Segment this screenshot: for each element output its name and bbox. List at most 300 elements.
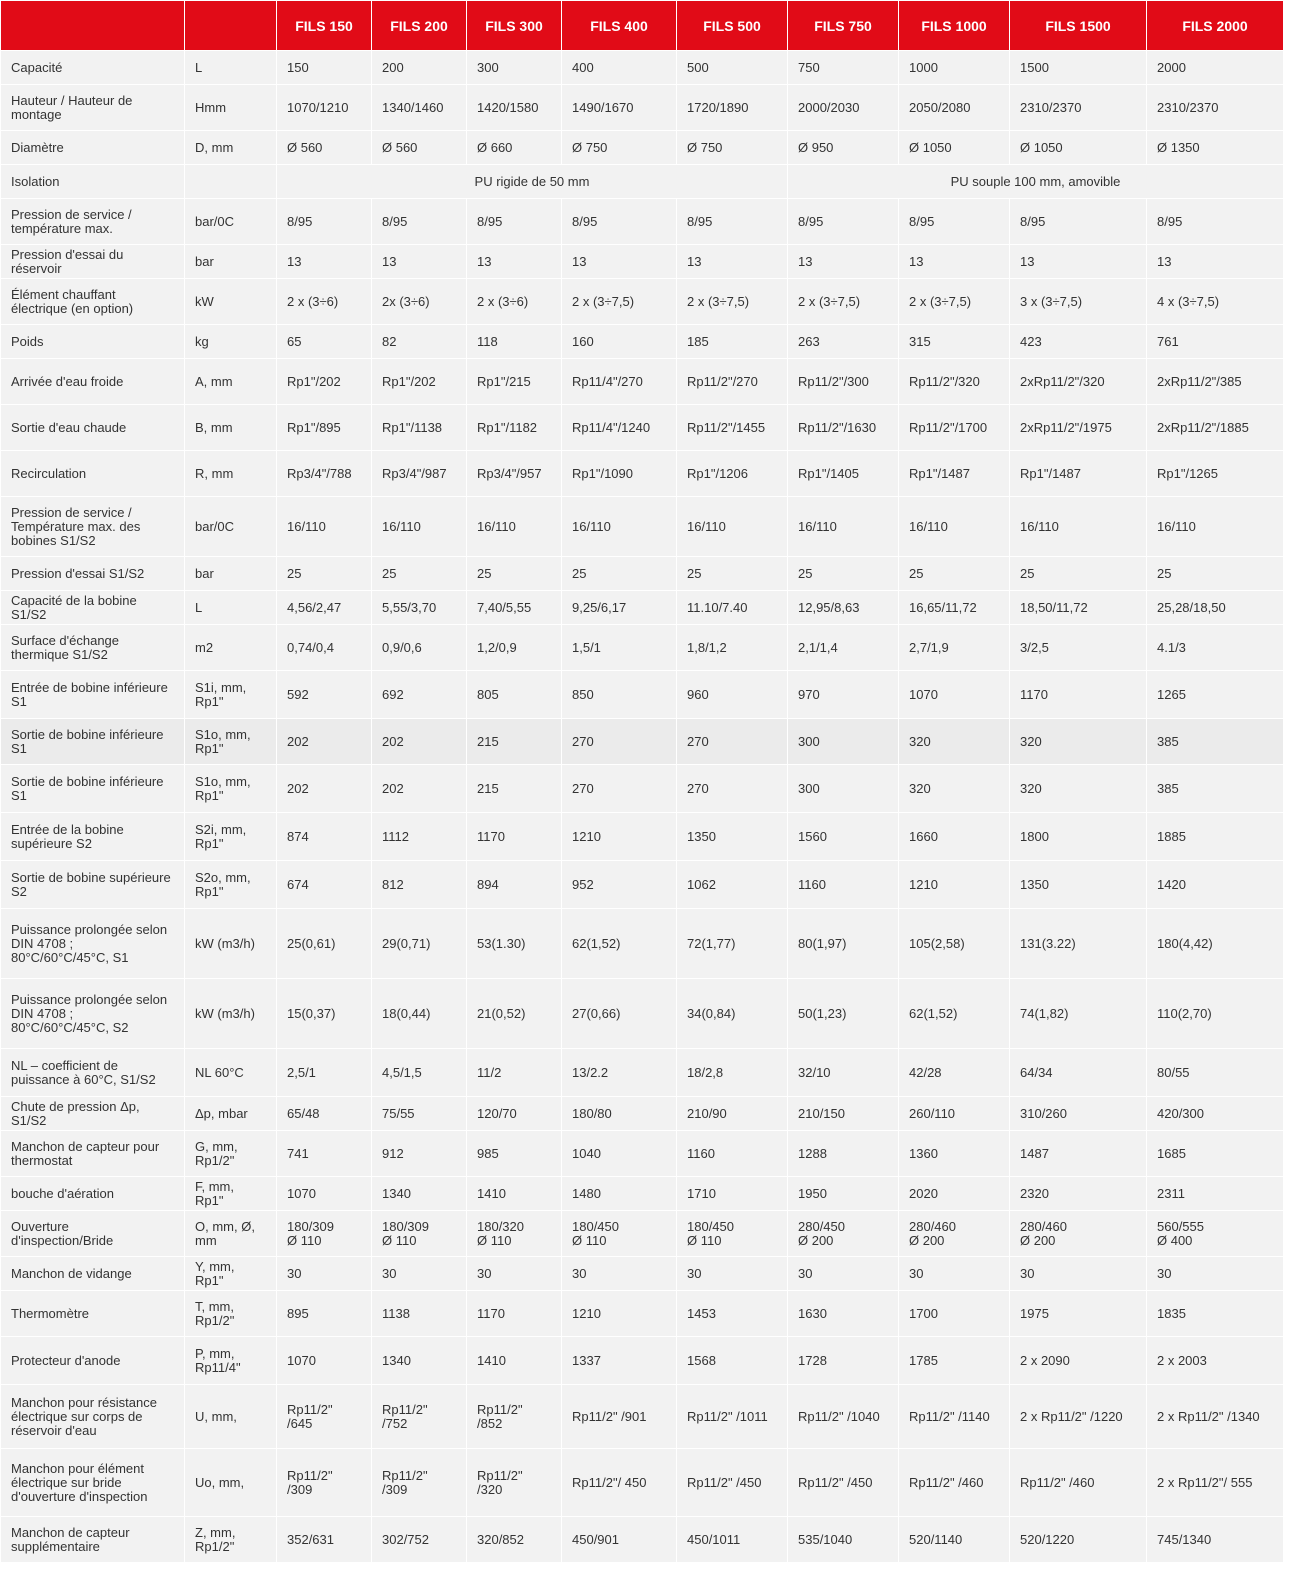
table-row <box>1 51 1284 85</box>
value-cell: 2xRp11/2"/1885 <box>1147 405 1284 451</box>
column-header <box>1 1 185 51</box>
value-cell: 18/2,8 <box>677 1049 788 1097</box>
value-cell: 874 <box>277 813 372 861</box>
row-label: Entrée de la bobine supérieure S2 <box>1 813 185 861</box>
table-row <box>1 1131 1284 1177</box>
table-row <box>1 279 1284 325</box>
row-label: Manchon de vidange <box>1 1257 185 1291</box>
row-label: Capacité <box>1 51 185 85</box>
value-cell: 75/55 <box>372 1097 467 1131</box>
value-cell: 1070/1210 <box>277 85 372 131</box>
value-cell: 1630 <box>788 1291 899 1337</box>
value-cell: Rp11/2"/1700 <box>899 405 1010 451</box>
table-row <box>1 1177 1284 1211</box>
value-cell: 180/80 <box>562 1097 677 1131</box>
value-cell: 32/10 <box>788 1049 899 1097</box>
value-cell: 805 <box>467 671 562 719</box>
value-cell: 34(0,84) <box>677 979 788 1049</box>
value-cell: Rp11/2" /460 <box>899 1449 1010 1517</box>
value-cell: 270 <box>562 765 677 813</box>
table-row <box>1 1385 1284 1449</box>
value-cell: Rp1"/1265 <box>1147 451 1284 497</box>
row-unit: Z, mm, Rp1/2" <box>185 1517 277 1563</box>
value-cell: 8/95 <box>562 199 677 245</box>
value-cell: 280/460 Ø 200 <box>899 1211 1010 1257</box>
column-header: FILS 500 <box>677 1 788 51</box>
value-cell: 2020 <box>899 1177 1010 1211</box>
value-cell: 65/48 <box>277 1097 372 1131</box>
value-cell: 270 <box>677 719 788 765</box>
value-cell: 210/150 <box>788 1097 899 1131</box>
value-cell: 535/1040 <box>788 1517 899 1563</box>
value-cell: 15(0,37) <box>277 979 372 1049</box>
value-cell: Rp11/2" /901 <box>562 1385 677 1449</box>
value-cell: Rp11/2"/1630 <box>788 405 899 451</box>
column-header: FILS 2000 <box>1147 1 1284 51</box>
value-cell: 4 x (3÷7,5) <box>1147 279 1284 325</box>
value-cell: Rp11/4"/270 <box>562 359 677 405</box>
value-cell: 21(0,52) <box>467 979 562 1049</box>
value-cell: 302/752 <box>372 1517 467 1563</box>
table-row <box>1 1257 1284 1291</box>
value-cell: Rp11/2"/270 <box>677 359 788 405</box>
value-cell: Rp1"/1182 <box>467 405 562 451</box>
value-cell: 13 <box>1010 245 1147 279</box>
value-cell: 16/110 <box>562 497 677 557</box>
value-cell: 1487 <box>1010 1131 1147 1177</box>
value-cell: Ø 1350 <box>1147 131 1284 165</box>
value-cell: Rp1"/1090 <box>562 451 677 497</box>
value-cell: 2 x (3÷7,5) <box>899 279 1010 325</box>
value-cell: 180/450 Ø 110 <box>562 1211 677 1257</box>
value-cell: 13 <box>467 245 562 279</box>
row-unit: bar/0C <box>185 497 277 557</box>
value-cell: 592 <box>277 671 372 719</box>
value-cell: 1062 <box>677 861 788 909</box>
row-label: Capacité de la bobine S1/S2 <box>1 591 185 625</box>
value-cell: 1785 <box>899 1337 1010 1385</box>
row-label: Thermomètre <box>1 1291 185 1337</box>
row-unit <box>185 165 277 199</box>
value-cell: 3 x (3÷7,5) <box>1010 279 1147 325</box>
value-cell: Rp3/4"/987 <box>372 451 467 497</box>
value-cell: 450/901 <box>562 1517 677 1563</box>
value-cell: Rp1"/895 <box>277 405 372 451</box>
value-cell: 180/320 Ø 110 <box>467 1211 562 1257</box>
row-unit: T, mm, Rp1/2" <box>185 1291 277 1337</box>
header-row <box>1 1 1284 51</box>
row-label: Pression d'essai du réservoir <box>1 245 185 279</box>
value-cell: 1265 <box>1147 671 1284 719</box>
value-cell: 8/95 <box>1147 199 1284 245</box>
value-cell: 25 <box>1147 557 1284 591</box>
value-cell: Rp11/2"/320 <box>899 359 1010 405</box>
value-cell: 320 <box>899 719 1010 765</box>
value-cell: 4,56/2,47 <box>277 591 372 625</box>
value-cell: 895 <box>277 1291 372 1337</box>
value-cell: 2320 <box>1010 1177 1147 1211</box>
value-cell: 2 x 2003 <box>1147 1337 1284 1385</box>
column-header: FILS 150 <box>277 1 372 51</box>
value-cell: 118 <box>467 325 562 359</box>
value-cell: 1160 <box>677 1131 788 1177</box>
value-cell: 300 <box>788 719 899 765</box>
value-cell: 1500 <box>1010 51 1147 85</box>
value-cell: Rp11/4"/1240 <box>562 405 677 451</box>
row-label: Diamètre <box>1 131 185 165</box>
value-cell: 2 x 2090 <box>1010 1337 1147 1385</box>
value-cell: 520/1220 <box>1010 1517 1147 1563</box>
value-cell: 8/95 <box>1010 199 1147 245</box>
table-row <box>1 1517 1284 1563</box>
value-cell: 2 x (3÷7,5) <box>788 279 899 325</box>
value-cell: 960 <box>677 671 788 719</box>
value-cell: 1170 <box>1010 671 1147 719</box>
value-cell: 1685 <box>1147 1131 1284 1177</box>
value-cell: 4,5/1,5 <box>372 1049 467 1097</box>
value-cell: 1340 <box>372 1177 467 1211</box>
value-cell: 13 <box>562 245 677 279</box>
value-cell: 8/95 <box>677 199 788 245</box>
row-unit: m2 <box>185 625 277 671</box>
value-cell: 320 <box>1010 765 1147 813</box>
row-label: Protecteur d'anode <box>1 1337 185 1385</box>
value-cell: 2 x (3÷7,5) <box>562 279 677 325</box>
value-cell: 1360 <box>899 1131 1010 1177</box>
row-label: Sortie de bobine inférieure S1 <box>1 719 185 765</box>
value-cell: 2 x (3÷7,5) <box>677 279 788 325</box>
value-cell: 1800 <box>1010 813 1147 861</box>
row-unit: bar <box>185 245 277 279</box>
value-cell: 82 <box>372 325 467 359</box>
value-cell: 11.10/7.40 <box>677 591 788 625</box>
value-cell: 2 x (3÷6) <box>467 279 562 325</box>
value-cell: 2,7/1,9 <box>899 625 1010 671</box>
value-cell: 2xRp11/2"/385 <box>1147 359 1284 405</box>
value-cell: 270 <box>562 719 677 765</box>
table-row <box>1 199 1284 245</box>
row-unit: bar/0C <box>185 199 277 245</box>
table-row <box>1 625 1284 671</box>
value-cell: Rp11/2" /460 <box>1010 1449 1147 1517</box>
row-unit: kW <box>185 279 277 325</box>
table-row <box>1 979 1284 1049</box>
value-cell: Rp11/2" /450 <box>788 1449 899 1517</box>
value-cell: 560/555 Ø 400 <box>1147 1211 1284 1257</box>
value-cell: 200 <box>372 51 467 85</box>
value-cell: 1,2/0,9 <box>467 625 562 671</box>
value-cell: Rp11/2"/1455 <box>677 405 788 451</box>
row-unit: Uo, mm, <box>185 1449 277 1517</box>
row-label: Manchon pour résistance électrique sur corps de réservoir d'eau <box>1 1385 185 1449</box>
row-unit: A, mm <box>185 359 277 405</box>
table-row <box>1 671 1284 719</box>
table-row <box>1 719 1284 765</box>
value-cell: 1710 <box>677 1177 788 1211</box>
value-cell: 16/110 <box>677 497 788 557</box>
value-cell: 352/631 <box>277 1517 372 1563</box>
value-cell: 1210 <box>899 861 1010 909</box>
value-cell: 970 <box>788 671 899 719</box>
row-label: Manchon pour élément électrique sur bride d'ouverture d'inspection <box>1 1449 185 1517</box>
row-unit: kW (m3/h) <box>185 909 277 979</box>
row-label: Recirculation <box>1 451 185 497</box>
value-cell: 150 <box>277 51 372 85</box>
row-unit: kg <box>185 325 277 359</box>
value-cell: 985 <box>467 1131 562 1177</box>
value-cell: Rp11/2" /1040 <box>788 1385 899 1449</box>
value-cell: 1410 <box>467 1337 562 1385</box>
column-header: FILS 300 <box>467 1 562 51</box>
value-cell: 1720/1890 <box>677 85 788 131</box>
table-row <box>1 1449 1284 1517</box>
value-cell: 25 <box>1010 557 1147 591</box>
value-cell: 25 <box>899 557 1010 591</box>
value-cell: 13 <box>277 245 372 279</box>
value-cell: 25 <box>677 557 788 591</box>
value-cell: 4.1/3 <box>1147 625 1284 671</box>
value-cell: 2x (3÷6) <box>372 279 467 325</box>
value-cell: 280/460 Ø 200 <box>1010 1211 1147 1257</box>
value-cell: 1070 <box>277 1177 372 1211</box>
value-cell: 1288 <box>788 1131 899 1177</box>
value-cell: Rp11/2" /1011 <box>677 1385 788 1449</box>
value-cell: 1420 <box>1147 861 1284 909</box>
value-cell: Rp11/2" /309 <box>277 1449 372 1517</box>
value-cell: 1350 <box>1010 861 1147 909</box>
value-cell: 263 <box>788 325 899 359</box>
row-label: Pression de service / température max. <box>1 199 185 245</box>
value-cell: Ø 950 <box>788 131 899 165</box>
row-label: Isolation <box>1 165 185 199</box>
table-row <box>1 165 1284 199</box>
value-cell: 894 <box>467 861 562 909</box>
table-row <box>1 1211 1284 1257</box>
row-label: NL – coefficient de puissance à 60°C, S1/S2 <box>1 1049 185 1097</box>
value-cell: 1660 <box>899 813 1010 861</box>
row-label: Ouverture d'inspection/Bride <box>1 1211 185 1257</box>
row-label: bouche d'aération <box>1 1177 185 1211</box>
value-cell: Rp11/2" /752 <box>372 1385 467 1449</box>
value-cell: Rp11/2" /320 <box>467 1449 562 1517</box>
value-cell: 16/110 <box>467 497 562 557</box>
value-cell: 180(4,42) <box>1147 909 1284 979</box>
table-row <box>1 405 1284 451</box>
value-cell: Rp11/2"/300 <box>788 359 899 405</box>
value-cell: 385 <box>1147 765 1284 813</box>
value-cell: 16/110 <box>277 497 372 557</box>
value-cell: Rp1"/1487 <box>899 451 1010 497</box>
value-cell: Rp1"/1206 <box>677 451 788 497</box>
value-cell: Ø 660 <box>467 131 562 165</box>
value-cell: 8/95 <box>372 199 467 245</box>
value-cell: 850 <box>562 671 677 719</box>
value-cell: 25 <box>788 557 899 591</box>
value-cell: 1,8/1,2 <box>677 625 788 671</box>
row-unit: P, mm, Rp11/4" <box>185 1337 277 1385</box>
value-cell: 202 <box>277 765 372 813</box>
value-cell: 30 <box>677 1257 788 1291</box>
value-cell: 11/2 <box>467 1049 562 1097</box>
table-row <box>1 1097 1284 1131</box>
table-row <box>1 85 1284 131</box>
value-cell: 25 <box>277 557 372 591</box>
value-cell: 1070 <box>899 671 1010 719</box>
value-cell: 74(1,82) <box>1010 979 1147 1049</box>
row-label: Sortie de bobine inférieure S1 <box>1 765 185 813</box>
value-cell: Ø 560 <box>277 131 372 165</box>
value-cell: 0,9/0,6 <box>372 625 467 671</box>
value-cell: 500 <box>677 51 788 85</box>
value-cell: 160 <box>562 325 677 359</box>
value-cell: 450/1011 <box>677 1517 788 1563</box>
value-cell: 320 <box>1010 719 1147 765</box>
value-cell: Ø 560 <box>372 131 467 165</box>
value-cell: 2xRp11/2"/1975 <box>1010 405 1147 451</box>
value-cell: 2,1/1,4 <box>788 625 899 671</box>
row-label: Arrivée d'eau froide <box>1 359 185 405</box>
span-cell: PU souple 100 mm, amovible <box>788 165 1284 199</box>
value-cell: 310/260 <box>1010 1097 1147 1131</box>
value-cell: 16/110 <box>1147 497 1284 557</box>
value-cell: 65 <box>277 325 372 359</box>
row-unit: L <box>185 591 277 625</box>
value-cell: 18,50/11,72 <box>1010 591 1147 625</box>
value-cell: 80(1,97) <box>788 909 899 979</box>
value-cell: 320/852 <box>467 1517 562 1563</box>
column-header: FILS 750 <box>788 1 899 51</box>
value-cell: 2 x Rp11/2" /1340 <box>1147 1385 1284 1449</box>
row-unit: R, mm <box>185 451 277 497</box>
row-unit: Y, mm, Rp1" <box>185 1257 277 1291</box>
value-cell: Ø 750 <box>562 131 677 165</box>
value-cell: 16/110 <box>899 497 1010 557</box>
value-cell: 2 x (3÷6) <box>277 279 372 325</box>
value-cell: 1490/1670 <box>562 85 677 131</box>
value-cell: 50(1,23) <box>788 979 899 1049</box>
value-cell: 1885 <box>1147 813 1284 861</box>
value-cell: 30 <box>372 1257 467 1291</box>
value-cell: 2 x Rp11/2"/ 555 <box>1147 1449 1284 1517</box>
value-cell: 16/110 <box>788 497 899 557</box>
value-cell: 1000 <box>899 51 1010 85</box>
value-cell: 53(1.30) <box>467 909 562 979</box>
value-cell: 2310/2370 <box>1147 85 1284 131</box>
value-cell: 72(1,77) <box>677 909 788 979</box>
value-cell: 2xRp11/2"/320 <box>1010 359 1147 405</box>
table-row <box>1 1291 1284 1337</box>
value-cell: 1040 <box>562 1131 677 1177</box>
table-row <box>1 1337 1284 1385</box>
table-row <box>1 813 1284 861</box>
column-header: FILS 400 <box>562 1 677 51</box>
value-cell: 1950 <box>788 1177 899 1211</box>
value-cell: 745/1340 <box>1147 1517 1284 1563</box>
value-cell: 13 <box>899 245 1010 279</box>
column-header: FILS 200 <box>372 1 467 51</box>
value-cell: Rp1"/1405 <box>788 451 899 497</box>
value-cell: 280/450 Ø 200 <box>788 1211 899 1257</box>
value-cell: 423 <box>1010 325 1147 359</box>
value-cell: 29(0,71) <box>372 909 467 979</box>
value-cell: Rp11/2" /1140 <box>899 1385 1010 1449</box>
value-cell: 1170 <box>467 1291 562 1337</box>
value-cell: 674 <box>277 861 372 909</box>
value-cell: 13/2.2 <box>562 1049 677 1097</box>
value-cell: 180/309 Ø 110 <box>277 1211 372 1257</box>
value-cell: Rp1"/202 <box>372 359 467 405</box>
row-unit: F, mm, Rp1" <box>185 1177 277 1211</box>
table-row <box>1 359 1284 405</box>
row-label: Entrée de bobine inférieure S1 <box>1 671 185 719</box>
value-cell: 25 <box>467 557 562 591</box>
row-unit: D, mm <box>185 131 277 165</box>
value-cell: 1210 <box>562 1291 677 1337</box>
row-unit: L <box>185 51 277 85</box>
value-cell: 180/309 Ø 110 <box>372 1211 467 1257</box>
table-row <box>1 451 1284 497</box>
value-cell: 750 <box>788 51 899 85</box>
table-row <box>1 1049 1284 1097</box>
value-cell: Rp11/2" /450 <box>677 1449 788 1517</box>
value-cell: 1350 <box>677 813 788 861</box>
row-label: Manchon de capteur supplémentaire <box>1 1517 185 1563</box>
value-cell: Rp1"/202 <box>277 359 372 405</box>
value-cell: 300 <box>788 765 899 813</box>
value-cell: 16/110 <box>372 497 467 557</box>
value-cell: 16/110 <box>1010 497 1147 557</box>
row-unit: NL 60°C <box>185 1049 277 1097</box>
value-cell: 315 <box>899 325 1010 359</box>
value-cell: 13 <box>1147 245 1284 279</box>
value-cell: 1210 <box>562 813 677 861</box>
value-cell: Rp3/4"/788 <box>277 451 372 497</box>
value-cell: 13 <box>677 245 788 279</box>
value-cell: 1453 <box>677 1291 788 1337</box>
table-row <box>1 245 1284 279</box>
row-label: Chute de pression Δp, S1/S2 <box>1 1097 185 1131</box>
value-cell: 812 <box>372 861 467 909</box>
row-unit: bar <box>185 557 277 591</box>
value-cell: 62(1,52) <box>899 979 1010 1049</box>
value-cell: 692 <box>372 671 467 719</box>
value-cell: 105(2,58) <box>899 909 1010 979</box>
value-cell: 202 <box>277 719 372 765</box>
value-cell: Rp11/2"/ 450 <box>562 1449 677 1517</box>
value-cell: 8/95 <box>467 199 562 245</box>
value-cell: 1112 <box>372 813 467 861</box>
value-cell: Rp11/2" /645 <box>277 1385 372 1449</box>
value-cell: 18(0,44) <box>372 979 467 1049</box>
value-cell: 8/95 <box>899 199 1010 245</box>
value-cell: 13 <box>788 245 899 279</box>
value-cell: Rp11/2" /852 <box>467 1385 562 1449</box>
span-cell: PU rigide de 50 mm <box>277 165 788 199</box>
value-cell: 320 <box>899 765 1010 813</box>
value-cell: 520/1140 <box>899 1517 1010 1563</box>
value-cell: 5,55/3,70 <box>372 591 467 625</box>
value-cell: 1410 <box>467 1177 562 1211</box>
value-cell: 1138 <box>372 1291 467 1337</box>
row-unit: G, mm, Rp1/2" <box>185 1131 277 1177</box>
value-cell: 8/95 <box>277 199 372 245</box>
value-cell: Ø 1050 <box>899 131 1010 165</box>
row-label: Pression d'essai S1/S2 <box>1 557 185 591</box>
value-cell: 215 <box>467 719 562 765</box>
value-cell: 1070 <box>277 1337 372 1385</box>
value-cell: 300 <box>467 51 562 85</box>
value-cell: 185 <box>677 325 788 359</box>
